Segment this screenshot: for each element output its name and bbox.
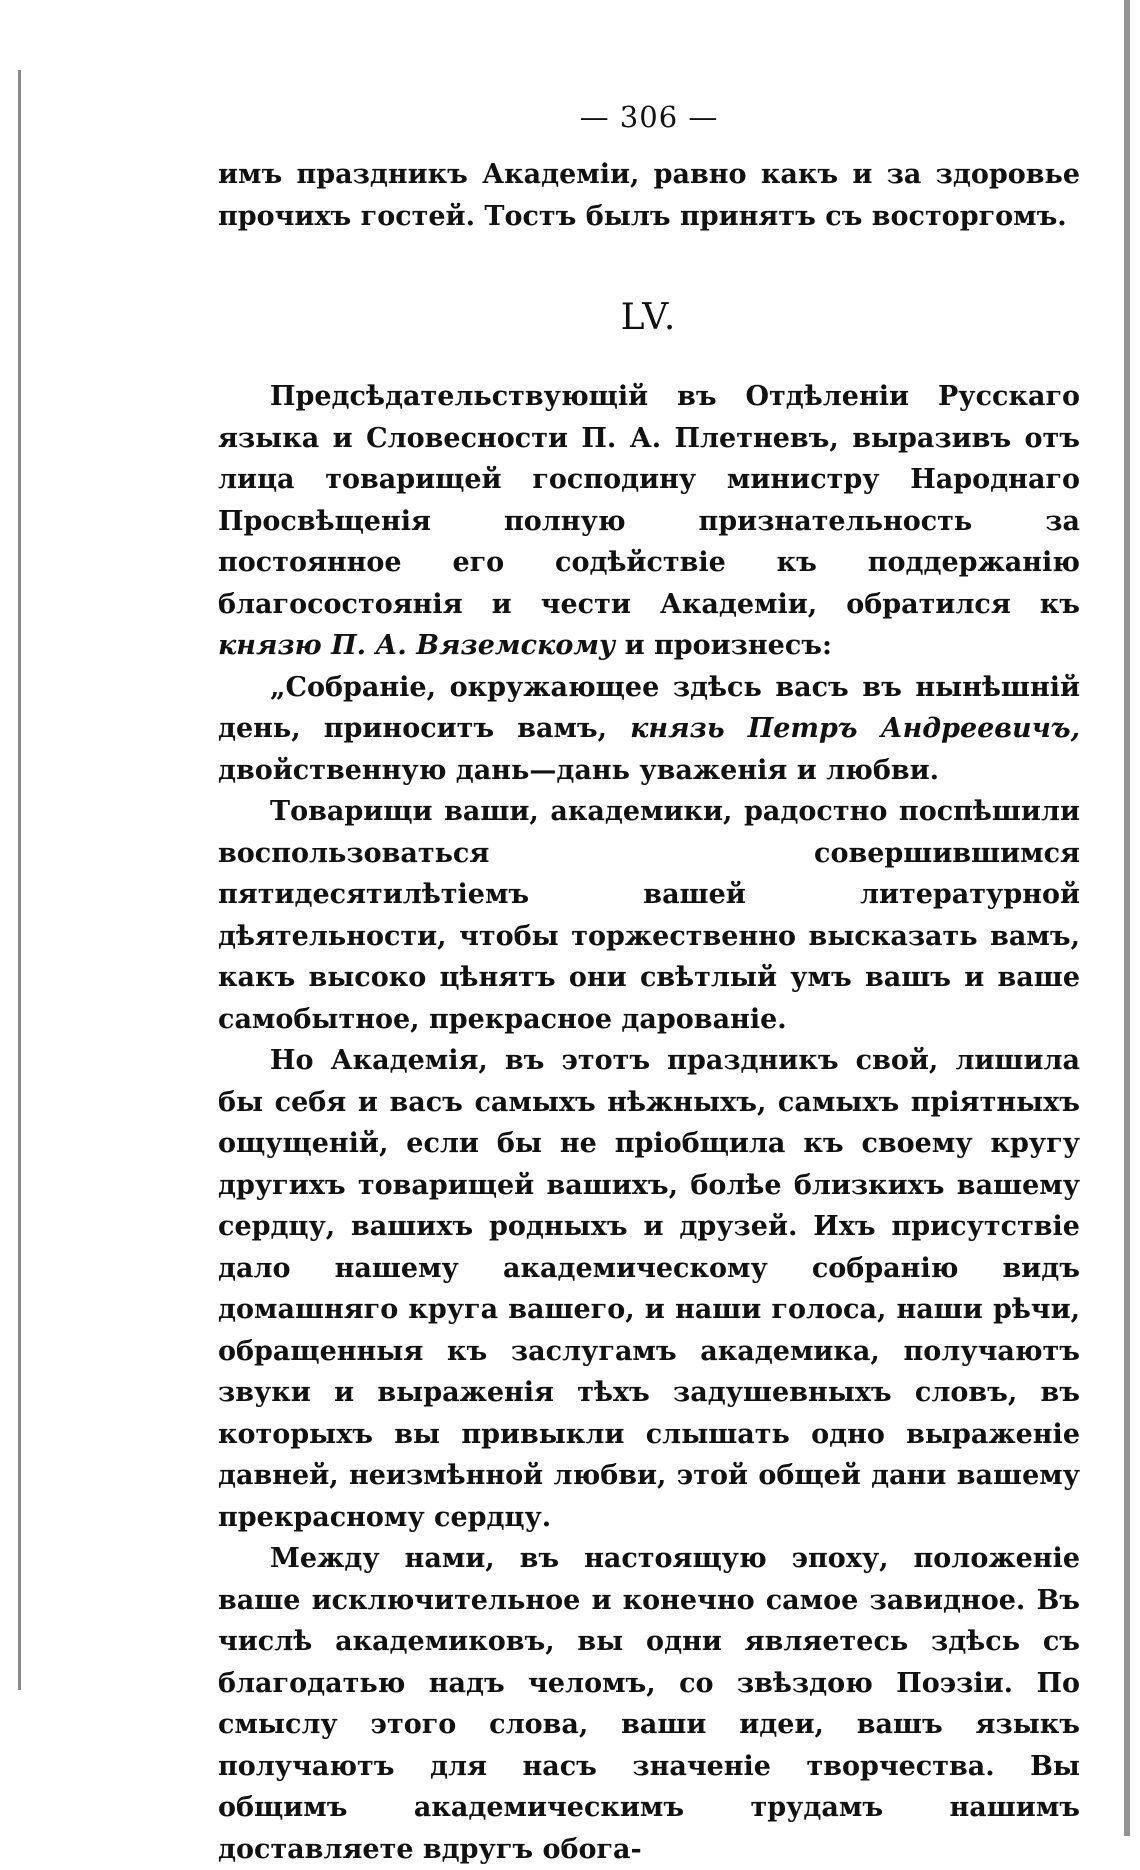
speech-paragraph-2: Товарищи ваши, академики, радостно поспѣшили воспользоваться совершившимся пятидесятилѣтіемъ вашей литературной дѣятельности, чтобы торжественно высказать вамъ, какъ высоко цѣнятъ они свѣтлый умъ вашъ и ваше самобытное, прекрасное дарованіе. — [218, 796, 1080, 1035]
speech-paragraph-3: Но Академія, въ этотъ праздникъ свой, лишила бы себя и васъ самыхъ нѣжныхъ, самыхъ пріятныхъ ощущеній, если бы не пріобщила къ своему кругу другихъ товарищей вашихъ, болѣе близкихъ вашему сердцу, вашихъ родныхъ и друзей. Ихъ присутствіе дало нашему академическому собранію видъ домашняго круга вашего, и наши голоса, наши рѣчи, обращенныя къ заслугамъ академика, получаютъ звуки и выраженія тѣхъ задушевныхъ словъ, въ которыхъ вы привыкли слышать одно выраженіе давней, неизмѣнной любви, этой общей дани вашему прекрасному сердцу. — [218, 1045, 1080, 1533]
speech-paragraph-4: Между нами, въ настоящую эпоху, положеніе ваше исключительное и конечно самое завидное. Въ числѣ академиковъ, вы одни являетесь здѣсь съ благодатью надъ челомъ, со звѣздою Поэзіи. По смыслу этого слова, ваши идеи, вашъ языкъ получаютъ для насъ значеніе творчества. Вы общимъ академическимъ трудамъ нашимъ доставляете вдругъ обога- — [218, 1543, 1080, 1865]
section-heading: LV. — [620, 297, 678, 338]
page-number: — 306 — — [579, 100, 719, 134]
book-page — [218, 100, 1080, 1870]
continuation-paragraph: имъ праздникъ Академіи, равно какъ и за здоровье прочихъ гостей. Тостъ былъ принятъ съ восторгомъ. — [218, 159, 1080, 232]
speech-name: князь Петръ Андреевичъ, — [630, 713, 1080, 744]
intro-name: князю П. А. Вяземскому — [218, 630, 616, 661]
intro-text: Предсѣдательствующій въ Отдѣленіи Русскаго языка и Словесности П. А. Плетневъ, выразивъ отъ лица товарищей господину министру Народнаго Просвѣщенія полную признательность за постоянное его содѣйствіе къ поддержанію благосостоянія и чести Академіи, обратился къ — [218, 381, 1080, 620]
speech-paragraph-1 — [218, 667, 1080, 792]
scan-right-edge — [1124, 0, 1130, 1836]
intro-paragraph — [218, 376, 1080, 667]
intro-after: и произнесъ: — [624, 630, 832, 661]
speech-text: „Собраніе, окружающее здѣсь васъ въ нынѣшній день, приноситъ вамъ, — [218, 671, 1080, 744]
scan-left-edge — [18, 70, 21, 1690]
speech-after: двойственную дань—дань уваженія и любви. — [218, 754, 940, 786]
